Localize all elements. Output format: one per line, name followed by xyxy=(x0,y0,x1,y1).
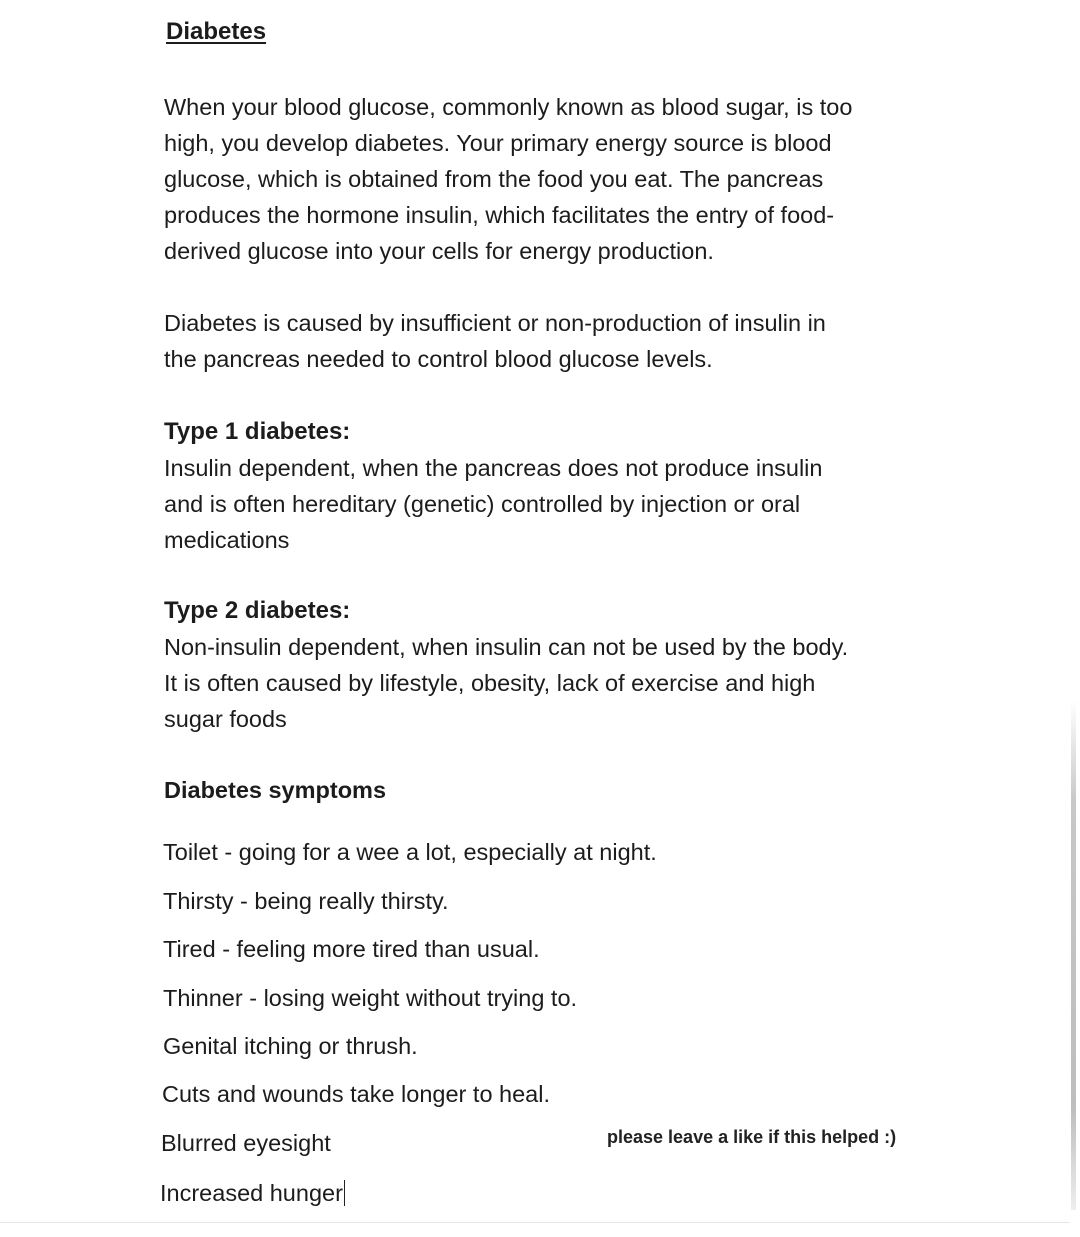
intro-paragraph xyxy=(164,89,852,269)
type2-heading: Type 2 diabetes: xyxy=(164,597,351,624)
symptom-item: Thinner - losing weight without trying to. xyxy=(163,985,578,1011)
text-line: the pancreas needed to control blood glucose levels. xyxy=(164,346,713,372)
text-cursor xyxy=(344,1180,346,1206)
text-line: and is often hereditary (genetic) controlled by injection or oral xyxy=(164,491,801,517)
symptom-item: Blurred eyesight xyxy=(161,1130,331,1156)
text-line: sugar foods xyxy=(164,706,287,732)
symptom-item: Genital itching or thrush. xyxy=(163,1033,418,1059)
text-line: derived glucose into your cells for energy production. xyxy=(164,238,714,264)
symptom-item: Thirsty - being really thirsty. xyxy=(163,888,449,914)
page-title: Diabetes xyxy=(166,18,267,45)
like-note: please leave a like if this helped :) xyxy=(607,1127,897,1147)
symptom-item: Toilet - going for a wee a lot, especially at night. xyxy=(163,839,657,865)
type2-paragraph xyxy=(164,629,848,737)
scan-edge xyxy=(1071,700,1076,1210)
symptom-text: Increased hunger xyxy=(160,1180,343,1206)
page-bottom-divider xyxy=(0,1222,1070,1223)
cause-paragraph xyxy=(164,305,826,377)
type1-paragraph xyxy=(164,450,822,558)
symptom-item-last xyxy=(160,1175,345,1211)
text-line: Insulin dependent, when the pancreas does not produce insulin xyxy=(164,455,823,481)
text-line: It is often caused by lifestyle, obesity, lack of exercise and high xyxy=(164,670,816,696)
symptoms-heading: Diabetes symptoms xyxy=(164,777,387,803)
symptom-item: Cuts and wounds take longer to heal. xyxy=(162,1081,551,1107)
text-line: produces the hormone insulin, which facilitates the entry of food- xyxy=(164,202,835,228)
text-line: glucose, which is obtained from the food you eat. The pancreas xyxy=(164,166,824,192)
text-line: medications xyxy=(164,527,290,553)
symptom-item: Tired - feeling more tired than usual. xyxy=(163,936,540,962)
type1-heading: Type 1 diabetes: xyxy=(164,418,351,445)
text-line: Non-insulin dependent, when insulin can not be used by the body. xyxy=(164,634,849,660)
text-line: When your blood glucose, commonly known as blood sugar, is too xyxy=(164,94,853,120)
text-line: Diabetes is caused by insufficient or non-production of insulin in xyxy=(164,310,826,336)
text-line: high, you develop diabetes. Your primary energy source is blood xyxy=(164,130,832,156)
